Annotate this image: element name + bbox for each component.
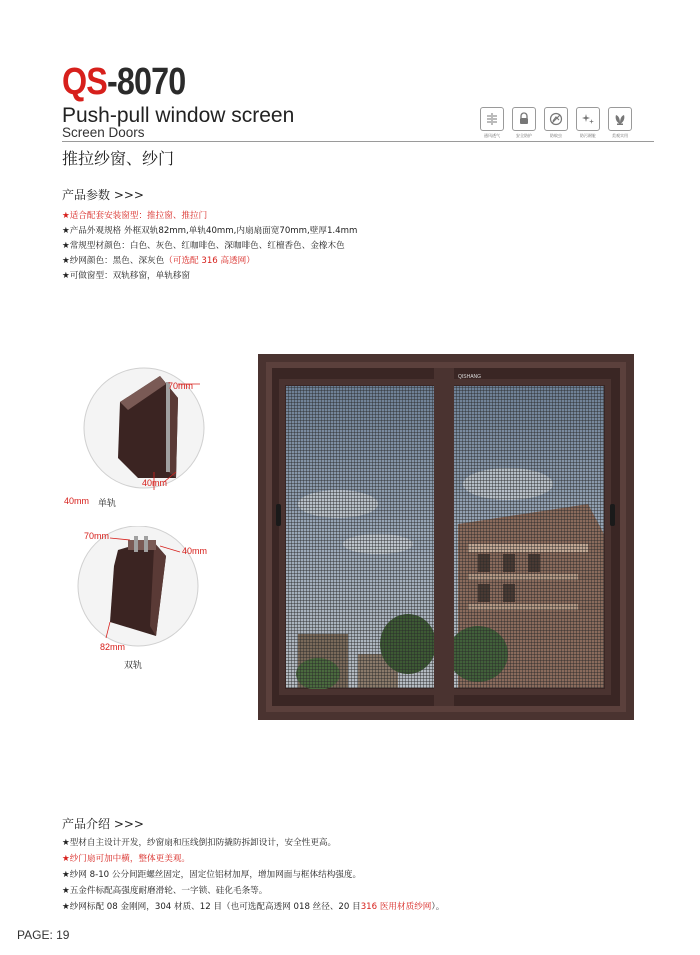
params-line-2: ★产品外观规格 外框双轨82mm,单轨40mm,内扇扇面宽70mm,壁厚1.4mm bbox=[62, 226, 358, 236]
mosquito-icon bbox=[544, 107, 568, 131]
feature-mosquito bbox=[544, 107, 568, 139]
intro-line-2: ★纱门扇可加中横，整体更美观。 bbox=[62, 854, 191, 864]
intro-line-1: ★型材自主设计开发，纱窗扇和压线倒扣防撬防拆卸设计，安全性更高。 bbox=[62, 838, 337, 848]
window-illustration bbox=[258, 354, 634, 720]
lock-icon bbox=[512, 107, 536, 131]
feature-clean bbox=[576, 107, 600, 139]
model-prefix: QS bbox=[62, 61, 107, 103]
english-subtitle: Screen Doors bbox=[62, 125, 145, 140]
intro-line-3: ★纱网 8-10 公分间距螺丝固定，固定位铝材加厚，增加网面与框体结构强度。 bbox=[62, 870, 362, 880]
feature-label: 防污耐脏 bbox=[579, 134, 597, 139]
sparkle-icon bbox=[576, 107, 600, 131]
profile-double-rail bbox=[70, 526, 230, 676]
header-divider bbox=[62, 141, 654, 142]
intro-line-5-text: ★纱网标配 08 金刚网，304 材质、12 目（也可选配高透网 018 丝径、20 目 bbox=[62, 902, 361, 912]
dimension-right: 40mm bbox=[182, 546, 208, 556]
params-heading: 产品参数 >>> bbox=[62, 188, 144, 202]
window-logo: QISHANG bbox=[458, 374, 482, 380]
chinese-title: 推拉纱窗、纱门 bbox=[62, 149, 175, 168]
feature-label: 安全防护 bbox=[515, 134, 533, 139]
params-line-4-option: （可选配 316 高透网） bbox=[164, 256, 255, 266]
dimension-bottom: 40mm bbox=[64, 496, 90, 506]
feature-label: 防蚊虫 bbox=[549, 134, 563, 139]
model-number bbox=[62, 62, 185, 102]
window-screen-photo bbox=[258, 354, 634, 720]
ventilation-icon bbox=[480, 107, 504, 131]
params-line-3: ★常规型材颜色：白色、灰色、红咖啡色、深咖啡色、红檀香色、金橡木色 bbox=[62, 241, 345, 251]
feature-beauty bbox=[608, 107, 632, 139]
page-number: PAGE: 19 bbox=[17, 928, 70, 942]
model-suffix: -8070 bbox=[106, 61, 186, 103]
intro-line-5-highlight: 316 医用材质纱网 bbox=[360, 902, 432, 912]
feature-label: 美观实用 bbox=[611, 134, 629, 139]
params-line-4 bbox=[62, 254, 255, 269]
profile-single-rail bbox=[64, 360, 228, 520]
params-line-1: ★适合配套安装窗型：推拉窗、推拉门 bbox=[62, 211, 208, 221]
profile-name: 单轨 bbox=[98, 499, 117, 509]
feature-security bbox=[512, 107, 536, 139]
intro-line-5-end: ）。 bbox=[431, 902, 445, 912]
intro-line-4: ★五金件标配高强度耐磨滑轮、一字锁、硅化毛条等。 bbox=[62, 886, 268, 896]
feature-ventilation bbox=[480, 107, 504, 139]
profile-name: 双轨 bbox=[124, 661, 143, 671]
params-line-5: ★可做窗型：双轨移窗，单轨移窗 bbox=[62, 271, 191, 281]
intro-heading: 产品介绍 >>> bbox=[62, 817, 144, 831]
dimension-mid: 40mm bbox=[142, 478, 168, 488]
dimension-top: 70mm bbox=[168, 381, 194, 391]
dimension-bottom: 82mm bbox=[100, 642, 126, 652]
intro-line-5 bbox=[62, 900, 444, 915]
feature-label: 通风透气 bbox=[483, 134, 501, 139]
feature-icons bbox=[480, 107, 632, 139]
params-line-4-text: ★纱网颜色：黑色、深灰色 bbox=[62, 256, 165, 266]
english-title: Push-pull window screen bbox=[62, 104, 295, 127]
dimension-left: 70mm bbox=[84, 531, 110, 541]
leaf-icon bbox=[608, 107, 632, 131]
